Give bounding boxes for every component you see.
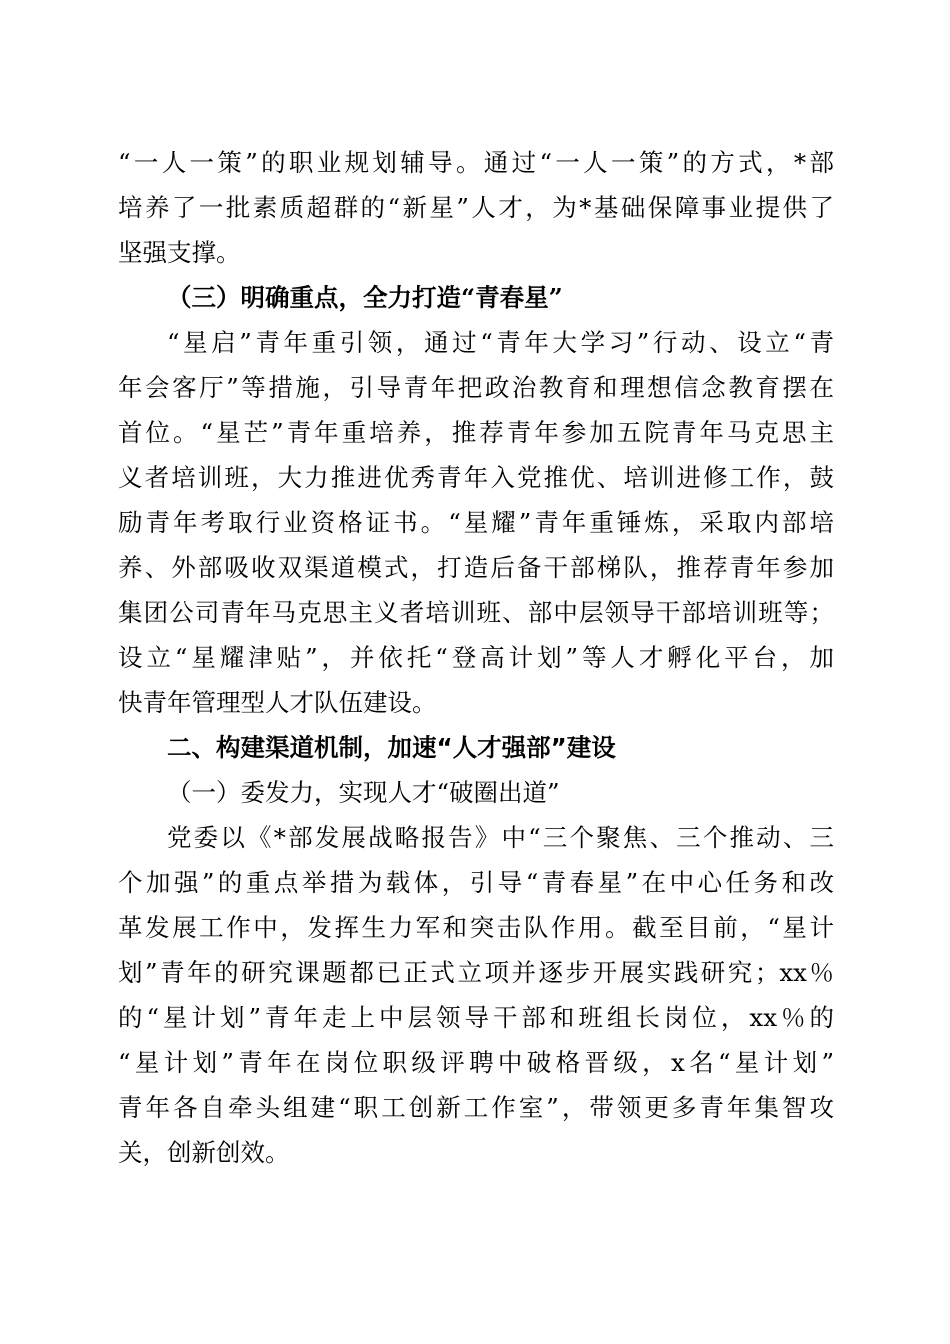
- text-line: 青年各自牵头组建“职工创新工作室”，带领更多青年集智攻: [118, 1093, 834, 1122]
- paragraph-career-guidance: [118, 140, 834, 275]
- section-heading-1: （一）委发力，实现人才“破圈出道”: [167, 778, 560, 807]
- text-line: 关，创新创效。: [118, 1138, 290, 1167]
- text-line: 个加强”的重点举措为载体，引导“青春星”在中心任务和改: [118, 868, 834, 897]
- text-line: 设立“星耀津贴”，并依托“登高计划”等人才孵化平台，加: [118, 643, 834, 672]
- text-line: 坚强支撑。: [118, 238, 241, 267]
- text-line: 快青年管理型人才队伍建设。: [118, 688, 437, 717]
- text-line: 革发展工作中，发挥生力军和突击队作用。截至目前，“星计: [118, 913, 834, 942]
- text-line: 党委以《*部发展战略报告》中“三个聚焦、三个推动、三: [167, 823, 834, 852]
- text-line: 励青年考取行业资格证书。“星耀”青年重锤炼，采取内部培: [118, 508, 834, 537]
- text-line: “星计划”青年在岗位职级评聘中破格晋级，x名“星计划”: [118, 1048, 834, 1077]
- text-line: 培养了一批素质超群的“新星”人才，为*基础保障事业提供了: [118, 193, 834, 222]
- text-line: “星启”青年重引领，通过“青年大学习”行动、设立“青: [167, 328, 834, 357]
- text-line: 年会客厅”等措施，引导青年把政治教育和理想信念教育摆在: [118, 373, 834, 402]
- section-heading-3: （三）明确重点，全力打造“青春星”: [167, 283, 563, 312]
- section-heading-2: 二、构建渠道机制，加速“人才强部”建设: [167, 733, 616, 762]
- document-page: [118, 140, 834, 1175]
- text-line: 的“星计划”青年走上中层领导干部和班组长岗位，xx％的: [118, 1003, 834, 1032]
- text-line: 义者培训班，大力推进优秀青年入党推优、培训进修工作，鼓: [118, 463, 834, 492]
- text-line: 集团公司青年马克思主义者培训班、部中层领导干部培训班等；: [118, 598, 834, 627]
- paragraph-party-committee: [118, 815, 834, 1175]
- text-line: 养、外部吸收双渠道模式，打造后备干部梯队，推荐青年参加: [118, 553, 834, 582]
- text-line: 划”青年的研究课题都已正式立项并逐步开展实践研究；xx％: [118, 958, 834, 987]
- text-line: 首位。“星芒”青年重培养，推荐青年参加五院青年马克思主: [118, 418, 834, 447]
- text-line: “一人一策”的职业规划辅导。通过“一人一策”的方式，*部: [118, 148, 834, 177]
- paragraph-youth-star: [118, 320, 834, 725]
